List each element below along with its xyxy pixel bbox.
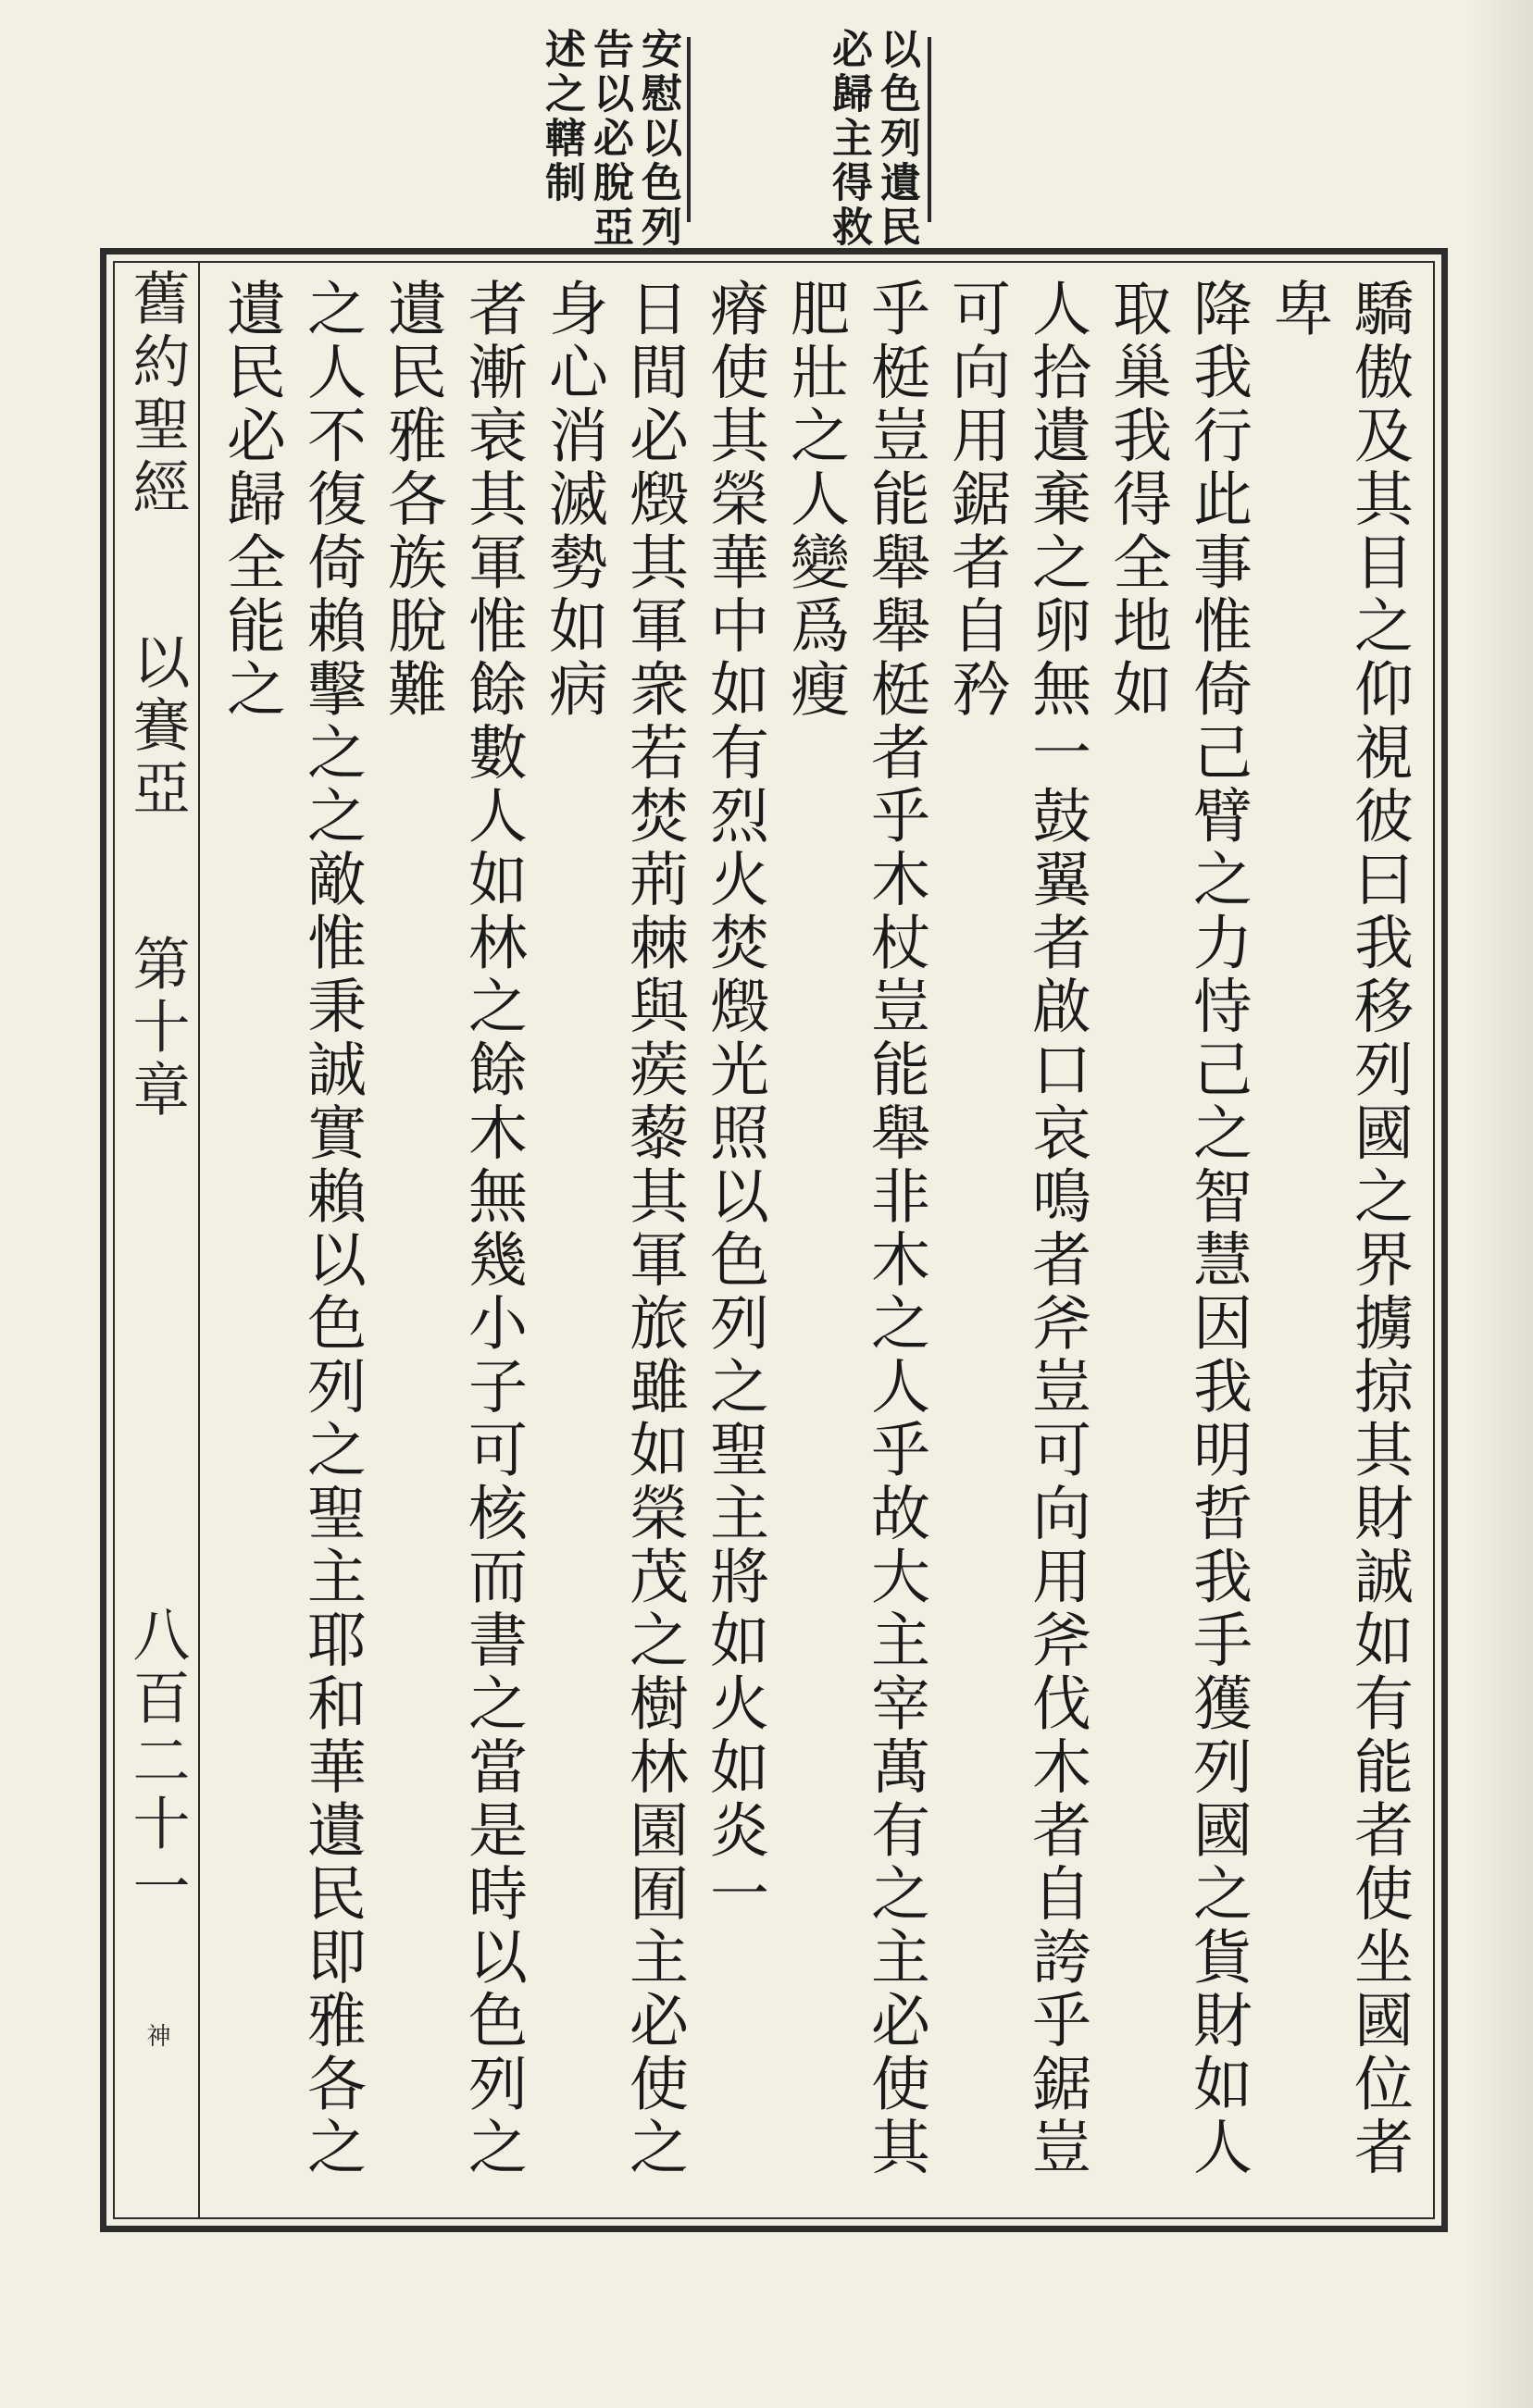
headnote-line: 告以必脫亞 — [586, 28, 633, 250]
headnote-rule — [687, 37, 691, 222]
headnote-line: 以色列遺民 — [873, 28, 920, 250]
headnote-comfort — [537, 28, 681, 250]
headnote-line: 述之轄制 — [538, 28, 585, 205]
chapter-book: 以賽亞 — [123, 632, 191, 822]
running-head — [115, 268, 198, 2212]
text-column: 之人不復倚賴擊之之敵惟秉誠實賴以色列之聖主耶和華遺民即雅各之遺民必歸全能之 — [217, 278, 366, 2179]
text-column: 人拾遺棄之卵無一鼓翼者啟口哀鳴者斧豈可向用斧伐木者自誇乎鋸豈可向用鋸者自矜 — [941, 278, 1091, 2179]
page-number: 八百二十一 — [123, 1605, 191, 1920]
running-head-rule — [198, 263, 200, 2217]
headnote-rule — [928, 37, 931, 222]
text-column: 乎梃豈能舉舉梃者乎木杖豈能舉非木之人乎故大主宰萬有之主必使其肥壯之人變爲瘦 — [780, 278, 929, 2179]
page-gutter-shadow — [1468, 0, 1533, 2408]
scripture-body — [215, 278, 1418, 2212]
text-column: 者漸衰其軍惟餘數人如林之餘木無幾小子可核而書之當是時以色列之遺民雅各族脫難 — [378, 278, 527, 2179]
headnote-remnant — [824, 28, 920, 250]
text-column: 日間必燬其軍衆若焚荊棘與蒺藜其軍旅雖如榮茂之樹林園囿主必使之身心消滅勢如病 — [539, 278, 688, 2179]
text-column: 降我行此事惟倚己臂之力恃己之智慧因我明哲我手獲列國之貨財如人取巢我得全地如 — [1103, 278, 1252, 2179]
chapter-number: 第十章 — [123, 933, 191, 1123]
headnote-line: 必歸主得救 — [825, 28, 872, 250]
text-column: 瘠使其榮華中如有烈火焚燬光照以色列之聖主將如火如炎一 — [700, 278, 768, 1926]
catchword-tag: 神 — [143, 2022, 170, 2047]
text-column: 驕傲及其目之仰視彼曰我移列國之界擄掠其財誠如有能者使坐國位者卑 — [1264, 278, 1413, 2179]
headnote-line: 安慰以色列 — [634, 28, 681, 250]
book-title: 舊約聖經 — [123, 268, 191, 520]
